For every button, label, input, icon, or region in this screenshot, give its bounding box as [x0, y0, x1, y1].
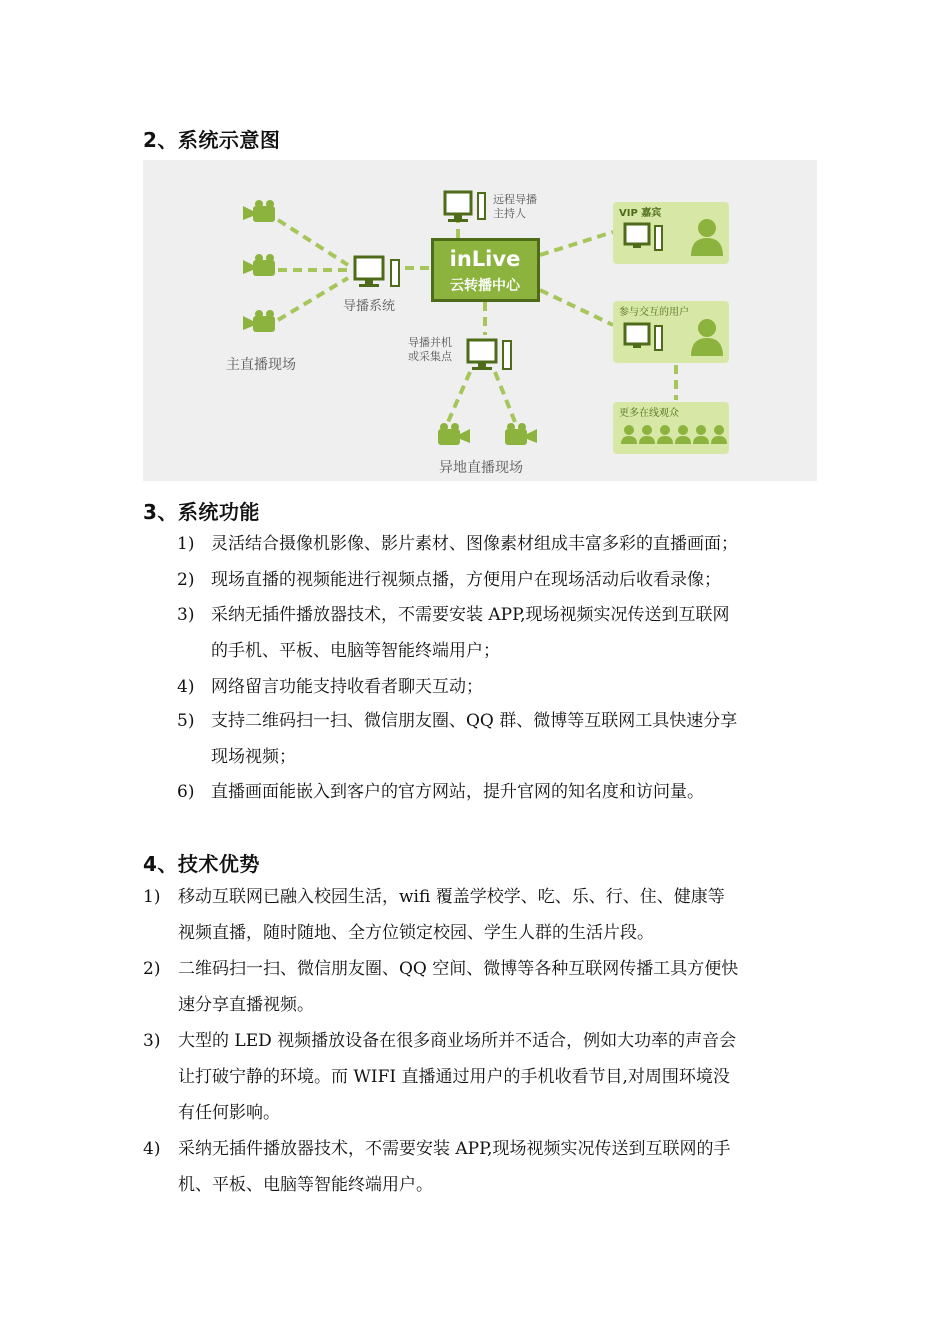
vip-label: VIP 嘉宾 [619, 208, 662, 219]
list-item [177, 703, 817, 775]
item-text: 灵活结合摄像机影像、影片素材、图像素材组成丰富多彩的直播画面； [211, 534, 738, 554]
connector-camera3-director [278, 278, 348, 320]
connector-center-interactive [540, 290, 613, 325]
item-number: 2) [177, 570, 195, 590]
remote-site-cameras [438, 423, 537, 445]
connector-field-camera4 [448, 372, 470, 422]
list-item [177, 669, 817, 705]
main-site-cameras [243, 200, 275, 332]
camera-icon [243, 310, 275, 332]
list-item [143, 1023, 817, 1131]
item-text-line-2: 视频直播，随时随地、全方位锁定校园、学生人群的生活片段。 [178, 923, 654, 943]
item-number: 3) [177, 605, 195, 625]
section-4-heading: 4、技术优势 [143, 852, 260, 876]
item-number: 3) [143, 1031, 161, 1051]
item-number: 6) [177, 782, 195, 802]
item-text-line-1: 采纳无插件播放器技术，不需要安装 APP,现场视频实况传送到互联网 [211, 605, 730, 625]
item-text-line-3: 有任何影响。 [178, 1103, 280, 1123]
camera-icon [505, 423, 537, 445]
connector-center-vip [540, 232, 613, 255]
item-text-line-1: 大型的 LED 视频播放设备在很多商业场所并不适合，例如大功率的声音会 [178, 1031, 737, 1051]
item-text-line-2: 的手机、平板、电脑等智能终端用户； [211, 641, 500, 661]
director-monitor-icon [355, 257, 399, 287]
remote-label-2: 主持人 [493, 207, 526, 220]
field-label-2: 或采集点 [408, 350, 452, 363]
item-number: 5) [177, 711, 195, 731]
main-site-label: 主直播现场 [226, 357, 296, 373]
connector-camera1-director [278, 220, 348, 265]
item-text-line-1: 支持二维码扫一扫、微信朋友圈、QQ 群、微博等互联网工具快速分享 [211, 711, 738, 731]
list-item [177, 526, 817, 562]
diagram-svg [143, 160, 817, 481]
item-text-line-2: 现场视频； [211, 747, 296, 767]
remote-label-1: 远程导播 [493, 193, 537, 206]
item-text-line-1: 移动互联网已融入校园生活，wifi 覆盖学校学、吃、乐、行、住、健康等 [178, 887, 725, 907]
item-text-line-2: 速分享直播视频。 [178, 995, 314, 1015]
field-label-1: 导播并机 [408, 336, 452, 349]
item-number: 4) [177, 677, 195, 697]
item-text: 现场直播的视频能进行视频点播，方便用户在现场活动后收看录像； [211, 570, 721, 590]
list-item [143, 951, 817, 1023]
item-text-line-1: 采纳无插件播放器技术，不需要安装 APP,现场视频实况传送到互联网的手 [178, 1139, 731, 1159]
camera-icon [243, 200, 275, 222]
item-number: 1) [177, 534, 195, 554]
center-subtitle: 云转播中心 [450, 278, 520, 294]
camera-icon [243, 254, 275, 276]
list-item [177, 597, 817, 669]
item-text: 网络留言功能支持收看者聊天互动； [211, 677, 483, 697]
remote-monitor-icon [445, 192, 485, 222]
camera-icon [438, 423, 470, 445]
item-number: 2) [143, 959, 161, 979]
connector-field-camera5 [495, 372, 515, 422]
list-item [177, 774, 817, 810]
section-3-heading: 3、系统功能 [143, 500, 260, 524]
section-2-heading: 2、系统示意图 [143, 128, 281, 152]
list-item [143, 879, 817, 951]
item-number: 1) [143, 887, 161, 907]
list-item [143, 1131, 817, 1203]
director-label: 导播系统 [343, 299, 396, 314]
item-text-line-2: 机、平板、电脑等智能终端用户。 [178, 1175, 433, 1195]
item-text-line-1: 二维码扫一扫、微信朋友圈、QQ 空间、微博等各种互联网传播工具方便快 [178, 959, 739, 979]
list-item [177, 562, 817, 598]
item-number: 4) [143, 1139, 161, 1159]
field-monitor-icon [468, 340, 511, 370]
audience-label: 更多在线观众 [619, 408, 679, 419]
center-title: inLive [449, 247, 521, 271]
item-text-line-2: 让打破宁静的环境。而 WIFI 直播通过用户的手机收看节目,对周围环境没 [178, 1067, 730, 1087]
item-text: 直播画面能嵌入到客户的官方网站，提升官网的知名度和访问量。 [211, 782, 704, 802]
remote-site-label: 异地直播现场 [439, 460, 523, 476]
interactive-label: 参与交互的用户 [619, 307, 689, 318]
system-diagram [143, 160, 817, 481]
